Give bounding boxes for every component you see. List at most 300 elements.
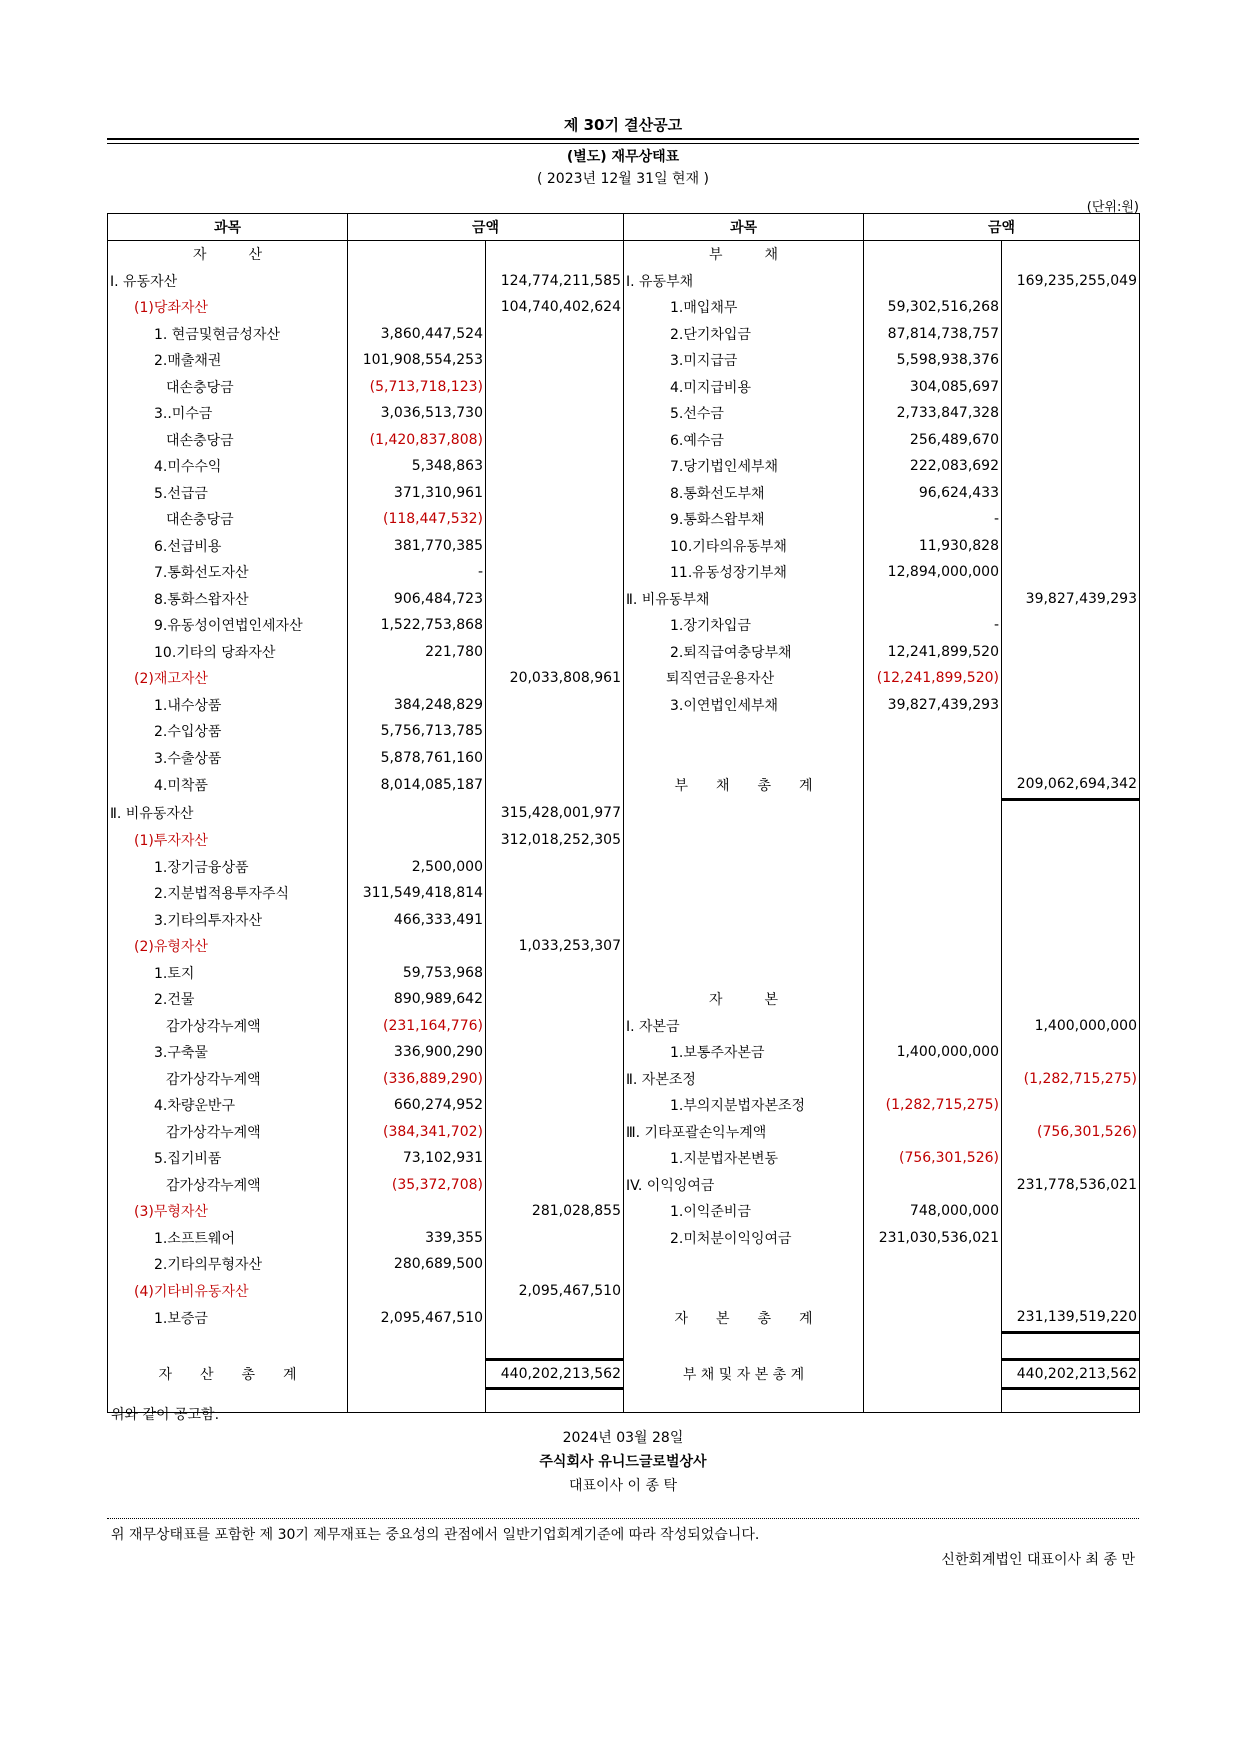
liability-amount-subtotal	[1002, 639, 1140, 666]
table-row	[108, 268, 1140, 295]
asset-amount-subtotal	[486, 718, 624, 745]
company-name: 주식회사 유니드글로벌상사	[539, 1454, 707, 1470]
asset-account: 2.기타의무형자산	[108, 1251, 348, 1278]
asset-account: (4)기타비유동자산	[108, 1278, 348, 1305]
spacer-cell	[624, 1332, 864, 1359]
grand-total-row	[108, 1359, 1140, 1389]
header-amount-left: 금액	[348, 214, 624, 241]
liability-amount-subtotal	[1002, 400, 1140, 427]
spacer-row	[108, 1332, 1140, 1359]
asset-amount-detail: 73,102,931	[348, 1145, 486, 1172]
liability-amount-subtotal: 169,235,255,049	[1002, 268, 1140, 295]
table-row	[108, 241, 1140, 268]
header-amount-right: 금액	[864, 214, 1140, 241]
asset-account: 대손충당금	[108, 506, 348, 533]
liability-account	[624, 1278, 864, 1305]
asset-account: 6.선급비용	[108, 533, 348, 560]
liability-amount-subtotal	[1002, 1039, 1140, 1066]
liability-account: 2.미처분이익잉여금	[624, 1225, 864, 1252]
table-row	[108, 960, 1140, 987]
asset-account: 2.지분법적용투자주식	[108, 880, 348, 907]
liability-account: 1.부의지분법자본조정	[624, 1092, 864, 1119]
asset-account: 8.통화스왑자산	[108, 586, 348, 613]
liability-amount-detail: 256,489,670	[864, 427, 1002, 454]
liability-account: Ⅰ. 자본금	[624, 1013, 864, 1040]
liability-amount-detail: (756,301,526)	[864, 1145, 1002, 1172]
statement-subtitle: (별도) 재무상태표	[566, 149, 680, 165]
asset-amount-subtotal	[486, 612, 624, 639]
asset-amount-detail	[348, 933, 486, 960]
asset-amount-subtotal	[486, 639, 624, 666]
liability-amount-subtotal	[1002, 745, 1140, 772]
asset-amount-subtotal	[486, 1172, 624, 1199]
liability-amount-detail: 2,733,847,328	[864, 400, 1002, 427]
liability-account: 2.퇴직급여충당부채	[624, 639, 864, 666]
table-row	[108, 933, 1140, 960]
liability-amount-subtotal: 1,400,000,000	[1002, 1013, 1140, 1040]
asset-account: 3.기타의투자자산	[108, 907, 348, 934]
table-row	[108, 1304, 1140, 1332]
asset-amount-detail: 3,860,447,524	[348, 321, 486, 348]
liability-amount-detail	[864, 241, 1002, 268]
asset-amount-subtotal: 104,740,402,624	[486, 294, 624, 321]
asset-account: 1.장기금융상품	[108, 854, 348, 881]
liability-amount-subtotal	[1002, 1145, 1140, 1172]
asset-amount-detail: 5,348,863	[348, 453, 486, 480]
liability-account	[624, 1251, 864, 1278]
table-row	[108, 771, 1140, 799]
asset-amount-subtotal: 315,428,001,977	[486, 799, 624, 827]
asset-account: 3.구축물	[108, 1039, 348, 1066]
audit-note: 위 재무상태표를 포함한 제 30기 제무재표는 중요성의 관점에서 일반기업회계기준에 따라 작성되었습니다.	[111, 1527, 760, 1543]
table-row	[108, 612, 1140, 639]
asset-account: 7.통화선도자산	[108, 559, 348, 586]
closing-cell	[486, 1389, 624, 1413]
liability-amount-detail: (1,282,715,275)	[864, 1092, 1002, 1119]
liability-amount-detail	[864, 1251, 1002, 1278]
liability-amount-detail: 748,000,000	[864, 1198, 1002, 1225]
asset-amount-subtotal	[486, 1039, 624, 1066]
liability-amount-subtotal	[1002, 665, 1140, 692]
asset-amount-detail: 384,248,829	[348, 692, 486, 719]
liability-amount-detail	[864, 1013, 1002, 1040]
asset-amount-detail: (384,341,702)	[348, 1119, 486, 1146]
asset-amount-detail: 381,770,385	[348, 533, 486, 560]
asset-amount-detail	[348, 268, 486, 295]
liability-account: 11.유동성장기부채	[624, 559, 864, 586]
spacer-cell	[108, 1332, 348, 1359]
asset-account: (2)재고자산	[108, 665, 348, 692]
table-row	[108, 1278, 1140, 1305]
liability-amount-subtotal	[1002, 1251, 1140, 1278]
asset-amount-detail: 2,500,000	[348, 854, 486, 881]
liability-amount-subtotal	[1002, 453, 1140, 480]
liability-amount-subtotal	[1002, 1198, 1140, 1225]
liability-amount-detail: 222,083,692	[864, 453, 1002, 480]
asset-amount-detail: 8,014,085,187	[348, 771, 486, 799]
liability-amount-subtotal	[1002, 907, 1140, 934]
liability-amount-detail: 39,827,439,293	[864, 692, 1002, 719]
asset-amount-detail: 280,689,500	[348, 1251, 486, 1278]
liability-account: 자 본 총 계	[624, 1304, 864, 1332]
liability-account: Ⅰ. 유동부채	[624, 268, 864, 295]
asset-account: 2.매출채권	[108, 347, 348, 374]
liability-amount-detail: -	[864, 612, 1002, 639]
asset-amount-detail: 311,549,418,814	[348, 880, 486, 907]
table-row	[108, 1251, 1140, 1278]
title-rule-thin	[107, 143, 1139, 144]
asset-amount-detail	[348, 241, 486, 268]
table-row	[108, 1198, 1140, 1225]
asset-account: 1. 현금및현금성자산	[108, 321, 348, 348]
liability-amount-detail: -	[864, 506, 1002, 533]
spacer-cell	[1002, 1332, 1140, 1359]
liability-amount-subtotal	[1002, 347, 1140, 374]
asset-amount-detail	[348, 665, 486, 692]
asset-account: 감가상각누계액	[108, 1066, 348, 1093]
asset-amount-detail: (118,447,532)	[348, 506, 486, 533]
asset-amount-subtotal	[486, 692, 624, 719]
table-row	[108, 1013, 1140, 1040]
liability-account	[624, 880, 864, 907]
dotted-divider	[107, 1518, 1139, 1519]
table-row	[108, 639, 1140, 666]
liability-amount-subtotal	[1002, 1092, 1140, 1119]
table-row	[108, 321, 1140, 348]
asset-amount-subtotal	[486, 1119, 624, 1146]
liability-amount-subtotal	[1002, 374, 1140, 401]
asset-amount-subtotal	[486, 1145, 624, 1172]
assets-total-label: 자 산 총 계	[108, 1359, 348, 1389]
liability-amount-detail: 96,624,433	[864, 480, 1002, 507]
liab-equity-total-label: 부 채 및 자 본 총 계	[624, 1359, 864, 1389]
asset-amount-subtotal	[486, 453, 624, 480]
liability-amount-subtotal	[1002, 480, 1140, 507]
liability-account	[624, 745, 864, 772]
asset-amount-subtotal: 312,018,252,305	[486, 827, 624, 854]
liability-account: 자 본	[624, 986, 864, 1013]
table-row	[108, 745, 1140, 772]
asset-amount-subtotal	[486, 771, 624, 799]
asset-amount-detail: 371,310,961	[348, 480, 486, 507]
asset-account: 2.건물	[108, 986, 348, 1013]
liability-account: 5.선수금	[624, 400, 864, 427]
liability-amount-detail: 87,814,738,757	[864, 321, 1002, 348]
asset-amount-subtotal	[486, 960, 624, 987]
asset-account: 2.수입상품	[108, 718, 348, 745]
asset-amount-subtotal	[486, 400, 624, 427]
asset-account: 감가상각누계액	[108, 1119, 348, 1146]
liability-account: 1.보통주자본금	[624, 1039, 864, 1066]
asset-account: 대손충당금	[108, 374, 348, 401]
asset-account: 1.보증금	[108, 1304, 348, 1332]
asset-amount-subtotal	[486, 559, 624, 586]
liability-account	[624, 854, 864, 881]
liability-amount-subtotal: 209,062,694,342	[1002, 771, 1140, 799]
liability-account: 6.예수금	[624, 427, 864, 454]
liability-account: 1.이익준비금	[624, 1198, 864, 1225]
liability-account: Ⅲ. 기타포괄손익누계액	[624, 1119, 864, 1146]
table-row	[108, 480, 1140, 507]
asset-account: (2)유형자산	[108, 933, 348, 960]
liability-account	[624, 718, 864, 745]
asset-amount-detail	[348, 827, 486, 854]
asset-amount-detail: (35,372,708)	[348, 1172, 486, 1199]
table-row	[108, 854, 1140, 881]
liability-amount-detail: 12,894,000,000	[864, 559, 1002, 586]
liability-amount-subtotal	[1002, 880, 1140, 907]
asset-account: 1.토지	[108, 960, 348, 987]
table-row	[108, 907, 1140, 934]
liability-amount-detail: 12,241,899,520	[864, 639, 1002, 666]
asset-amount-subtotal	[486, 506, 624, 533]
asset-amount-subtotal: 281,028,855	[486, 1198, 624, 1225]
liability-amount-subtotal	[1002, 321, 1140, 348]
liability-account: Ⅱ. 비유동부채	[624, 586, 864, 613]
asset-amount-detail: 5,878,761,160	[348, 745, 486, 772]
table-row	[108, 880, 1140, 907]
liability-amount-subtotal: 231,778,536,021	[1002, 1172, 1140, 1199]
asset-amount-subtotal	[486, 374, 624, 401]
asset-account: Ⅰ. 유동자산	[108, 268, 348, 295]
liability-amount-detail	[864, 907, 1002, 934]
table-row	[108, 1172, 1140, 1199]
liability-amount-detail	[864, 1172, 1002, 1199]
table-row	[108, 1119, 1140, 1146]
liability-amount-subtotal	[1002, 718, 1140, 745]
header-account-right: 과목	[624, 214, 864, 241]
table-row	[108, 453, 1140, 480]
table-header-row	[108, 214, 1140, 241]
closing-cell	[1002, 1389, 1140, 1413]
spacer-cell	[486, 1332, 624, 1359]
liability-account: 2.단기차입금	[624, 321, 864, 348]
liability-account	[624, 907, 864, 934]
asset-account: 4.미착품	[108, 771, 348, 799]
liability-amount-detail	[864, 586, 1002, 613]
liability-account	[624, 960, 864, 987]
asset-amount-subtotal	[486, 1251, 624, 1278]
liability-account: 부 채 총 계	[624, 771, 864, 799]
asset-amount-subtotal	[486, 1304, 624, 1332]
announce-date: 2024년 03월 28일	[562, 1430, 684, 1446]
liability-amount-subtotal	[1002, 827, 1140, 854]
liability-amount-detail	[864, 745, 1002, 772]
closing-cell	[624, 1389, 864, 1413]
asset-account: 1.내수상품	[108, 692, 348, 719]
liability-amount-subtotal	[1002, 533, 1140, 560]
liability-amount-detail	[864, 880, 1002, 907]
asset-amount-detail: 466,333,491	[348, 907, 486, 934]
liability-account	[624, 799, 864, 827]
liability-amount-subtotal	[1002, 559, 1140, 586]
liability-amount-detail	[864, 1066, 1002, 1093]
liability-amount-detail: 1,400,000,000	[864, 1039, 1002, 1066]
asset-amount-subtotal	[486, 1013, 624, 1040]
liability-account: 4.미지급비용	[624, 374, 864, 401]
liability-account: 부 채	[624, 241, 864, 268]
asset-amount-detail: 1,522,753,868	[348, 612, 486, 639]
table-row	[108, 1039, 1140, 1066]
liability-amount-detail	[864, 1278, 1002, 1305]
liability-amount-detail	[864, 1304, 1002, 1332]
page-title: 제 30기 결산공고	[563, 116, 683, 134]
ceo-name: 대표이사 이 종 탁	[568, 1478, 678, 1494]
table-row	[108, 559, 1140, 586]
liability-amount-detail: 5,598,938,376	[864, 347, 1002, 374]
asset-amount-detail: (5,713,718,123)	[348, 374, 486, 401]
liability-amount-detail	[864, 771, 1002, 799]
liability-account: 1.매입채무	[624, 294, 864, 321]
table-row	[108, 718, 1140, 745]
closing-cell	[864, 1389, 1002, 1413]
asset-amount-detail: 2,095,467,510	[348, 1304, 486, 1332]
table-row	[108, 1092, 1140, 1119]
liability-amount-subtotal	[1002, 1225, 1140, 1252]
liability-amount-subtotal	[1002, 612, 1140, 639]
balance-sheet-table	[107, 213, 1140, 1413]
liability-account: IV. 이익잉여금	[624, 1172, 864, 1199]
liability-amount-detail	[864, 718, 1002, 745]
title-rule-thick	[107, 138, 1139, 140]
asset-account: 1.소프트웨어	[108, 1225, 348, 1252]
liability-amount-subtotal	[1002, 933, 1140, 960]
table-row	[108, 400, 1140, 427]
asset-account: 대손충당금	[108, 427, 348, 454]
asset-amount-subtotal	[486, 880, 624, 907]
unit-label: (단위:원)	[1086, 200, 1139, 215]
liability-amount-subtotal: (756,301,526)	[1002, 1119, 1140, 1146]
liability-amount-detail	[864, 854, 1002, 881]
liability-amount-subtotal	[1002, 506, 1140, 533]
asset-amount-detail: 59,753,968	[348, 960, 486, 987]
liability-account	[624, 827, 864, 854]
spacer-cell	[348, 1332, 486, 1359]
table-row	[108, 347, 1140, 374]
asset-account: 4.미수수익	[108, 453, 348, 480]
liability-account: 3.미지급금	[624, 347, 864, 374]
liability-amount-subtotal	[1002, 241, 1140, 268]
asset-amount-subtotal	[486, 1225, 624, 1252]
asset-amount-detail: (336,889,290)	[348, 1066, 486, 1093]
liability-amount-detail	[864, 268, 1002, 295]
asset-account: 5.선급금	[108, 480, 348, 507]
liability-amount-detail: 11,930,828	[864, 533, 1002, 560]
liability-account: 1.장기차입금	[624, 612, 864, 639]
liability-amount-subtotal	[1002, 960, 1140, 987]
asset-account: 3..미수금	[108, 400, 348, 427]
liability-amount-detail	[864, 799, 1002, 827]
asset-amount-subtotal	[486, 586, 624, 613]
liability-amount-subtotal	[1002, 427, 1140, 454]
asset-amount-detail: 221,780	[348, 639, 486, 666]
liability-account: Ⅱ. 자본조정	[624, 1066, 864, 1093]
as-of-date: ( 2023년 12월 31일 현재 )	[536, 171, 710, 187]
liability-amount-subtotal	[1002, 799, 1140, 827]
closing-cell	[348, 1389, 486, 1413]
table-row	[108, 665, 1140, 692]
liability-account: 8.통화선도부채	[624, 480, 864, 507]
asset-amount-detail: (231,164,776)	[348, 1013, 486, 1040]
liability-amount-detail	[864, 933, 1002, 960]
liability-amount-subtotal: (1,282,715,275)	[1002, 1066, 1140, 1093]
table-row	[108, 427, 1140, 454]
liability-amount-detail	[864, 827, 1002, 854]
asset-account: 감가상각누계액	[108, 1172, 348, 1199]
asset-account: 5.집기비품	[108, 1145, 348, 1172]
liability-account: 10.기타의유동부채	[624, 533, 864, 560]
header-account-left: 과목	[108, 214, 348, 241]
asset-amount-subtotal	[486, 427, 624, 454]
asset-amount-subtotal: 124,774,211,585	[486, 268, 624, 295]
asset-amount-subtotal	[486, 907, 624, 934]
liability-amount-subtotal	[1002, 1278, 1140, 1305]
asset-account: Ⅱ. 비유동자산	[108, 799, 348, 827]
announce-text: 위와 같이 공고함.	[111, 1407, 220, 1423]
asset-amount-subtotal	[486, 347, 624, 374]
asset-amount-subtotal	[486, 854, 624, 881]
assets-total-value: 440,202,213,562	[486, 1359, 624, 1389]
asset-amount-subtotal: 1,033,253,307	[486, 933, 624, 960]
asset-amount-detail: 3,036,513,730	[348, 400, 486, 427]
asset-account: 10.기타의 당좌자산	[108, 639, 348, 666]
asset-account: 3.수출상품	[108, 745, 348, 772]
table-row	[108, 1066, 1140, 1093]
liability-amount-detail: 59,302,516,268	[864, 294, 1002, 321]
liability-amount-subtotal	[1002, 854, 1140, 881]
asset-amount-detail: (1,420,837,808)	[348, 427, 486, 454]
asset-amount-detail: 5,756,713,785	[348, 718, 486, 745]
asset-amount-subtotal	[486, 241, 624, 268]
liability-amount-detail	[864, 986, 1002, 1013]
asset-account: 9.유동성이연법인세자산	[108, 612, 348, 639]
liability-amount-subtotal: 231,139,519,220	[1002, 1304, 1140, 1332]
table-row	[108, 506, 1140, 533]
asset-amount-subtotal	[486, 321, 624, 348]
liability-amount-subtotal: 39,827,439,293	[1002, 586, 1140, 613]
asset-amount-subtotal	[486, 480, 624, 507]
asset-account: 자 산	[108, 241, 348, 268]
asset-amount-detail: 890,989,642	[348, 986, 486, 1013]
liability-amount-subtotal	[1002, 692, 1140, 719]
asset-account: (3)무형자산	[108, 1198, 348, 1225]
asset-amount-subtotal: 20,033,808,961	[486, 665, 624, 692]
liability-amount-detail: (12,241,899,520)	[864, 665, 1002, 692]
table-row	[108, 1145, 1140, 1172]
empty-cell	[864, 1359, 1002, 1389]
asset-amount-detail: 339,355	[348, 1225, 486, 1252]
asset-amount-subtotal	[486, 1066, 624, 1093]
balance-sheet-body	[108, 241, 1140, 1413]
table-row	[108, 986, 1140, 1013]
table-row	[108, 374, 1140, 401]
liability-account: 퇴직연금운용자산	[624, 665, 864, 692]
liability-account: 1.지분법자본변동	[624, 1145, 864, 1172]
liability-account: 9.통화스왑부채	[624, 506, 864, 533]
liability-amount-subtotal	[1002, 986, 1140, 1013]
asset-amount-detail	[348, 799, 486, 827]
asset-amount-subtotal	[486, 745, 624, 772]
table-row	[108, 294, 1140, 321]
spacer-cell	[864, 1332, 1002, 1359]
asset-account: (1)당좌자산	[108, 294, 348, 321]
empty-cell	[348, 1359, 486, 1389]
asset-amount-subtotal	[486, 533, 624, 560]
table-row	[108, 586, 1140, 613]
asset-amount-detail: 906,484,723	[348, 586, 486, 613]
asset-amount-detail: -	[348, 559, 486, 586]
auditor-name: 신한회계법인 대표이사 최 종 만	[941, 1552, 1135, 1568]
